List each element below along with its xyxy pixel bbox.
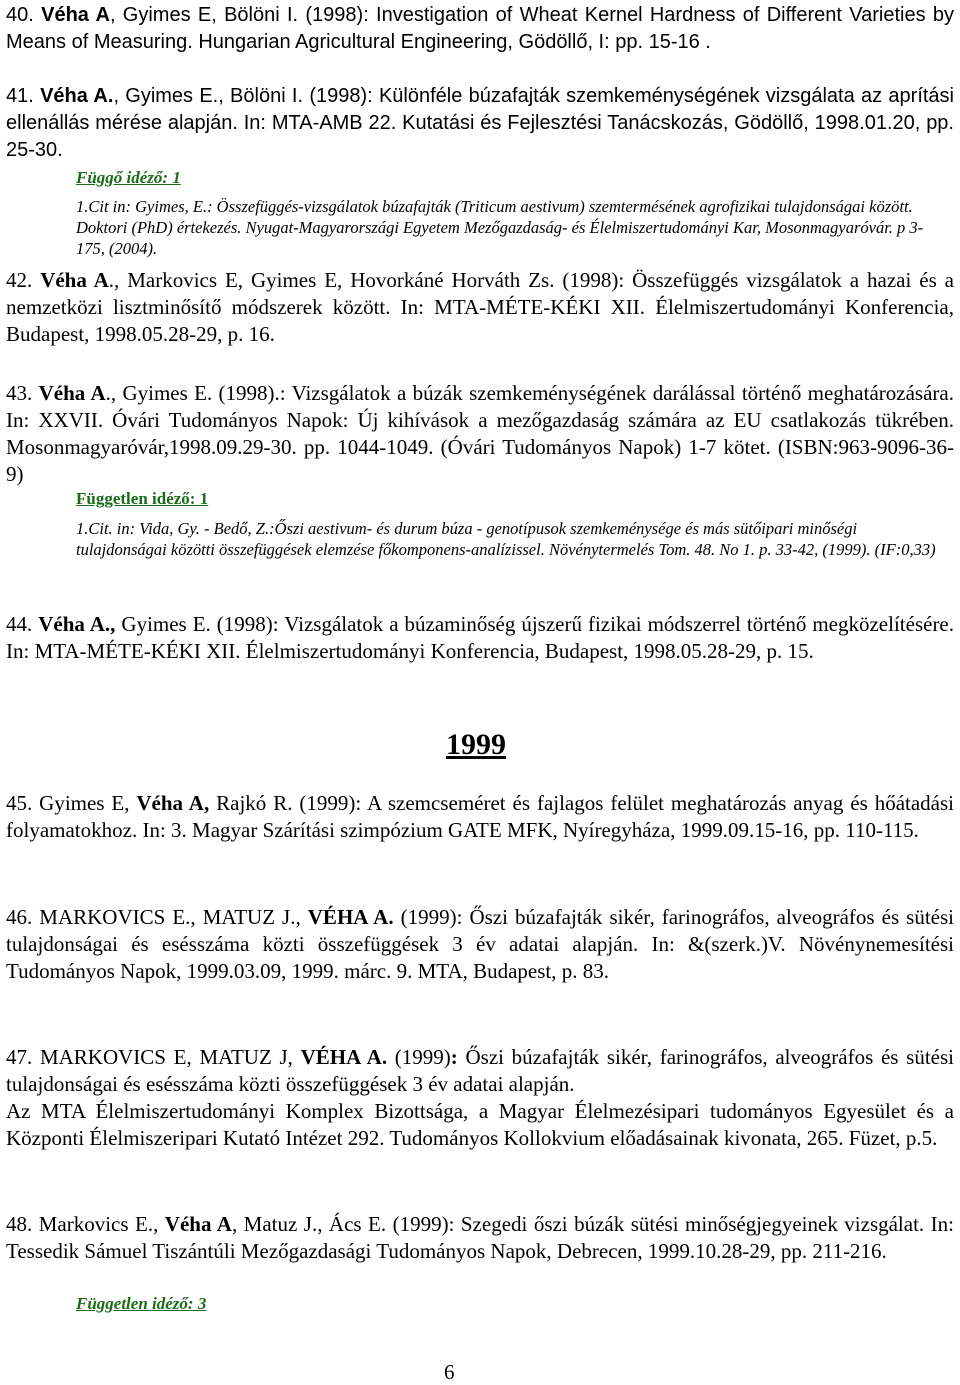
ref-text: , Gyimes E, Bölöni I. (1998): Investigation of Wheat Kernel Hardness of Different Varieties by Means of Measuring. Hungarian Agricultural Engineering, Gödöllő, I: pp. 15-16 . <box>6 4 955 53</box>
ref-author-highlight: VÉHA A. <box>307 905 394 929</box>
reference-46 <box>6 904 954 985</box>
ref-text: 46. MARKOVICS E., MATUZ J., <box>6 905 308 929</box>
ref-text: ., Gyimes E. (1998).: Vizsgálatok a búzák szemkeménységének darálással történő meghatározására. In: XXVII. Óvári Tudományos Napok: Új kihívások a mezőgazdaság számára az EU csatlakozás tükrében. Mosonmagyaróvár,1998.09.29-30. pp. 1044-1049. (Óvári Tudományos Napok) 1-7 kötet. (ISBN:963-9096-36-9) <box>6 381 954 486</box>
ref-text: Az MTA Élelmiszertudományi Komplex Bizottsága, a Magyar Élelmezésipari tudományos Egyesület és a Központi Élelmiszeripari Kutató Intézet 292. Tudományos Kollokvium előadásainak kivonata, 265. Füzet, p.5. <box>6 1099 954 1150</box>
citation-text: 1.Cit. in: Vida, Gy. - Bedő, Z.:Őszi aestivum- és durum búza - genotípusok szemkeménysége és más sütőipari minőségi tulajdonságai közötti összefüggések elemzése főkomponens-analízissel. Növénytermelés Tom. 48. No 1. p. 33-42, (1999). (IF:0,33) <box>76 519 936 559</box>
ref-text: Gyimes E. (1998): Vizsgálatok a búzaminőség újszerű fizikai módszerrel történő megközelítésére. In: MTA-MÉTE-KÉKI XII. Élelmiszertudományi Konferencia, Budapest, 1998.05.28-29, p. 15. <box>6 612 955 663</box>
reference-47 <box>6 1044 954 1098</box>
ref-text: , Gyimes E., Bölöni I. (1998): Különféle búzafajták szemkeménységének vizsgálata az aprítási ellenállás mérése alapján. In: MTA-AMB 22. Kutatási és Fejlesztési Tanácskozás, Gödöllő, 1998.01.20, pp. 25-30. <box>6 85 954 161</box>
ref-text: Rajkó R. (1999): A szemcseméret és fajlagos felület meghatározás anyag és hőátadási folyamatokhoz. In: 3. Magyar Szárítási szimpózium GATE MFK, Nyíregyháza, 1999.09.15-16, pp. 110-115. <box>6 791 954 842</box>
reference-44 <box>6 611 954 665</box>
ref-text: 47. MARKOVICS E, MATUZ J, <box>6 1045 301 1069</box>
ref-colon: : <box>450 1045 458 1069</box>
citation-text: 1.Cit in: Gyimes, E.: Összefüggés-vizsgálatok búzafajták (Triticum aestivum) szemtermésének agrofizikai tulajdonságai között. Doktori (PhD) értekezés. Nyugat-Magyarországi Egyetem Mezőgazdaság- és Élelmiszertudományi Kar, Mosonmagyaróvár. p 3-175, (2004). <box>76 197 924 258</box>
reference-43 <box>6 380 954 488</box>
ref-number: 44. <box>6 612 33 636</box>
reference-47-continued <box>6 1098 954 1152</box>
reference-42 <box>6 267 954 348</box>
ref-author-highlight: Véha A <box>41 4 110 26</box>
ref-author-highlight: Véha A, <box>136 791 210 815</box>
ref-text: Őszi búzafajták sikér, farinográfos, alveográfos és sütési tulajdonságai és esésszáma közti összefüggések 3 év adatai alapján. <box>6 1045 954 1096</box>
ref-author-highlight: Véha A <box>38 381 106 405</box>
ref-author-highlight: Véha A. <box>40 85 114 107</box>
ref-text: 48. Markovics E., <box>6 1212 165 1236</box>
ref-author-highlight: Véha A <box>164 1212 232 1236</box>
ref-text: 45. Gyimes E, <box>6 791 137 815</box>
ref-text: ., Markovics E, Gyimes E, Hovorkáné Horváth Zs. (1998): Összefüggés vizsgálatok a hazai és a nemzetközi lisztminősítő módszerek között. In: MTA-MÉTE-KÉKI XII. Élelmiszertudományi Konferencia, Budapest, 1998.05.28-29, p. 16. <box>6 268 954 346</box>
ref-number: 43. <box>6 381 33 405</box>
citation-heading: Független idéző: 3 <box>76 1294 207 1313</box>
ref-number: 41. <box>6 85 34 107</box>
reference-40 <box>6 2 954 56</box>
citation-heading: Független idéző: 1 <box>76 489 209 508</box>
ref-number: 42. <box>6 268 33 292</box>
reference-45 <box>6 790 954 844</box>
ref-text: (1999): Őszi búzafajták sikér, farinográfos, alveográfos és sütési tulajdonságai és esésszáma közti összefüggések 3 év adatai alapján. In: &(szerk.)V. Növénynemesítési Tudományos Napok, 1999.03.09, 1999. márc. 9. MTA, Budapest, p. 83. <box>6 905 954 983</box>
ref-text: (1999) <box>387 1045 451 1069</box>
reference-41 <box>6 83 954 164</box>
ref-number: 40. <box>6 4 34 26</box>
reference-48 <box>6 1211 954 1265</box>
year-heading: 1999 <box>446 728 506 761</box>
citation-heading: Függő idéző: 1 <box>76 168 181 187</box>
page-number: 6 <box>444 1360 455 1384</box>
ref-author-highlight: Véha A., <box>38 612 122 636</box>
ref-text: , Matuz J., Ács E. (1999): Szegedi őszi búzák sütési minőségjegyeinek vizsgálat. In: Tessedik Sámuel Tiszántúli Mezőgazdasági Tudományos Napok, Debrecen, 1999.10.28-29, pp. 211-216. <box>6 1212 954 1263</box>
ref-author-highlight: VÉHA A. <box>300 1045 388 1069</box>
ref-author-highlight: Véha A <box>40 268 109 292</box>
